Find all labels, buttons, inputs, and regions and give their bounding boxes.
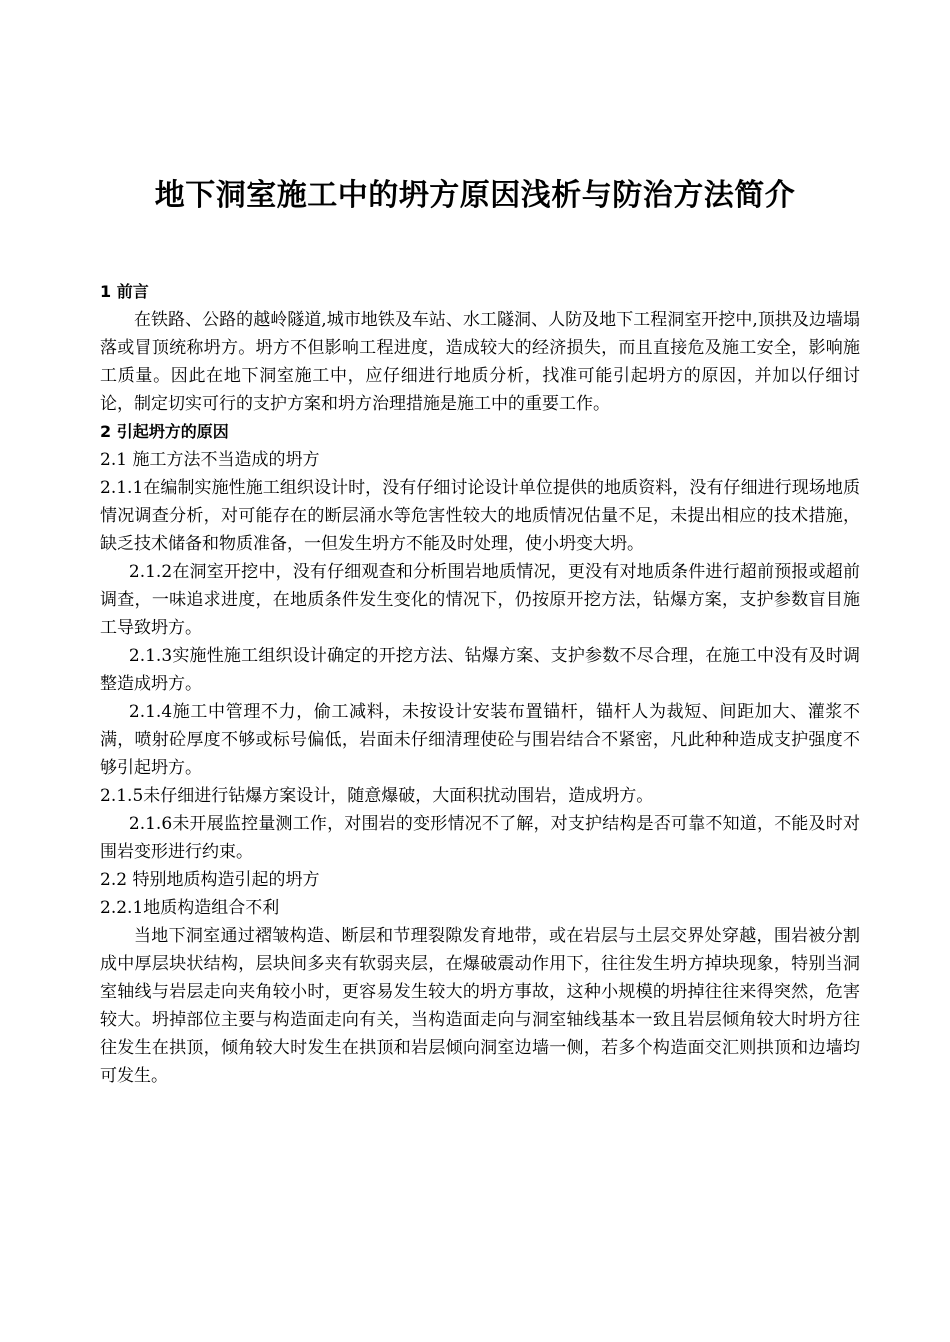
document-title: 地下洞室施工中的坍方原因浅析与防治方法简介	[154, 178, 796, 213]
section-heading-preface: 1 前言	[100, 282, 149, 301]
section-heading-causes: 2 引起坍方的原因	[100, 422, 229, 441]
subheading-2-2: 2.2 特别地质构造引起的坍方	[100, 870, 320, 890]
paragraph-2-1-3: 2.1.3实施性施工组织设计确定的开挖方法、钻爆方案、支护参数不尽合理，在施工中没有及时调整造成坍方。	[100, 646, 860, 694]
subheading-2-2-1: 2.2.1地质构造组合不利	[100, 898, 280, 918]
paragraph-2-1-2: 2.1.2在洞室开挖中，没有仔细观查和分析围岩地质情况，更没有对地质条件进行超前预报或超前调查，一味追求进度，在地质条件发生变化的情况下，仍按原开挖方法，钻爆方案，支护参数盲目施工导致坍方。	[100, 562, 860, 638]
paragraph-2-1-6: 2.1.6未开展监控量测工作，对围岩的变形情况不了解，对支护结构是否可靠不知道，不能及时对围岩变形进行约束。	[100, 814, 860, 862]
document-body	[100, 278, 860, 1090]
paragraph-2-1-5: 2.1.5未仔细进行钻爆方案设计，随意爆破，大面积扰动围岩，造成坍方。	[100, 786, 654, 806]
paragraph-2-1-4: 2.1.4施工中管理不力，偷工减料，未按设计安装布置锚杆，锚杆人为裁短、间距加大、灌浆不满，喷射砼厚度不够或标号偏低，岩面未仔细清理使砼与围岩结合不紧密，凡此种种造成支护强度不够引起坍方。	[100, 702, 860, 778]
paragraph-2-2-1: 当地下洞室通过褶皱构造、断层和节理裂隙发育地带，或在岩层与土层交界处穿越，围岩被分割成中厚层块状结构，层块间多夹有软弱夹层，在爆破震动作用下，往往发生坍方掉块现象，特别当洞室轴线与岩层走向夹角较小时，更容易发生较大的坍方事故，这种小规模的坍掉往往来得突然，危害较大。坍掉部位主要与构造面走向有关，当构造面走向与洞室轴线基本一致且岩层倾角较大时坍方往往发生在拱顶，倾角较大时发生在拱顶和岩层倾向洞室边墙一侧，若多个构造面交汇则拱顶和边墙均可发生。	[100, 926, 860, 1086]
subheading-2-1: 2.1 施工方法不当造成的坍方	[100, 450, 320, 470]
paragraph-preface: 在铁路、公路的越岭隧道,城市地铁及车站、水工隧洞、人防及地下工程洞室开挖中,顶拱及边墙塌落或冒顶统称坍方。坍方不但影响工程进度，造成较大的经济损失，而且直接危及施工安全，影响施工质量。因此在地下洞室施工中，应仔细进行地质分析，找准可能引起坍方的原因，并加以仔细讨论，制定切实可行的支护方案和坍方治理措施是施工中的重要工作。	[100, 310, 860, 414]
paragraph-2-1-1: 2.1.1在编制实施性施工组织设计时，没有仔细讨论设计单位提供的地质资料，没有仔细进行现场地质情况调查分析，对可能存在的断层涌水等危害性较大的地质情况估量不足，未提出相应的技术措施，缺乏技术储备和物质准备，一但发生坍方不能及时处理，使小坍变大坍。	[100, 478, 860, 554]
